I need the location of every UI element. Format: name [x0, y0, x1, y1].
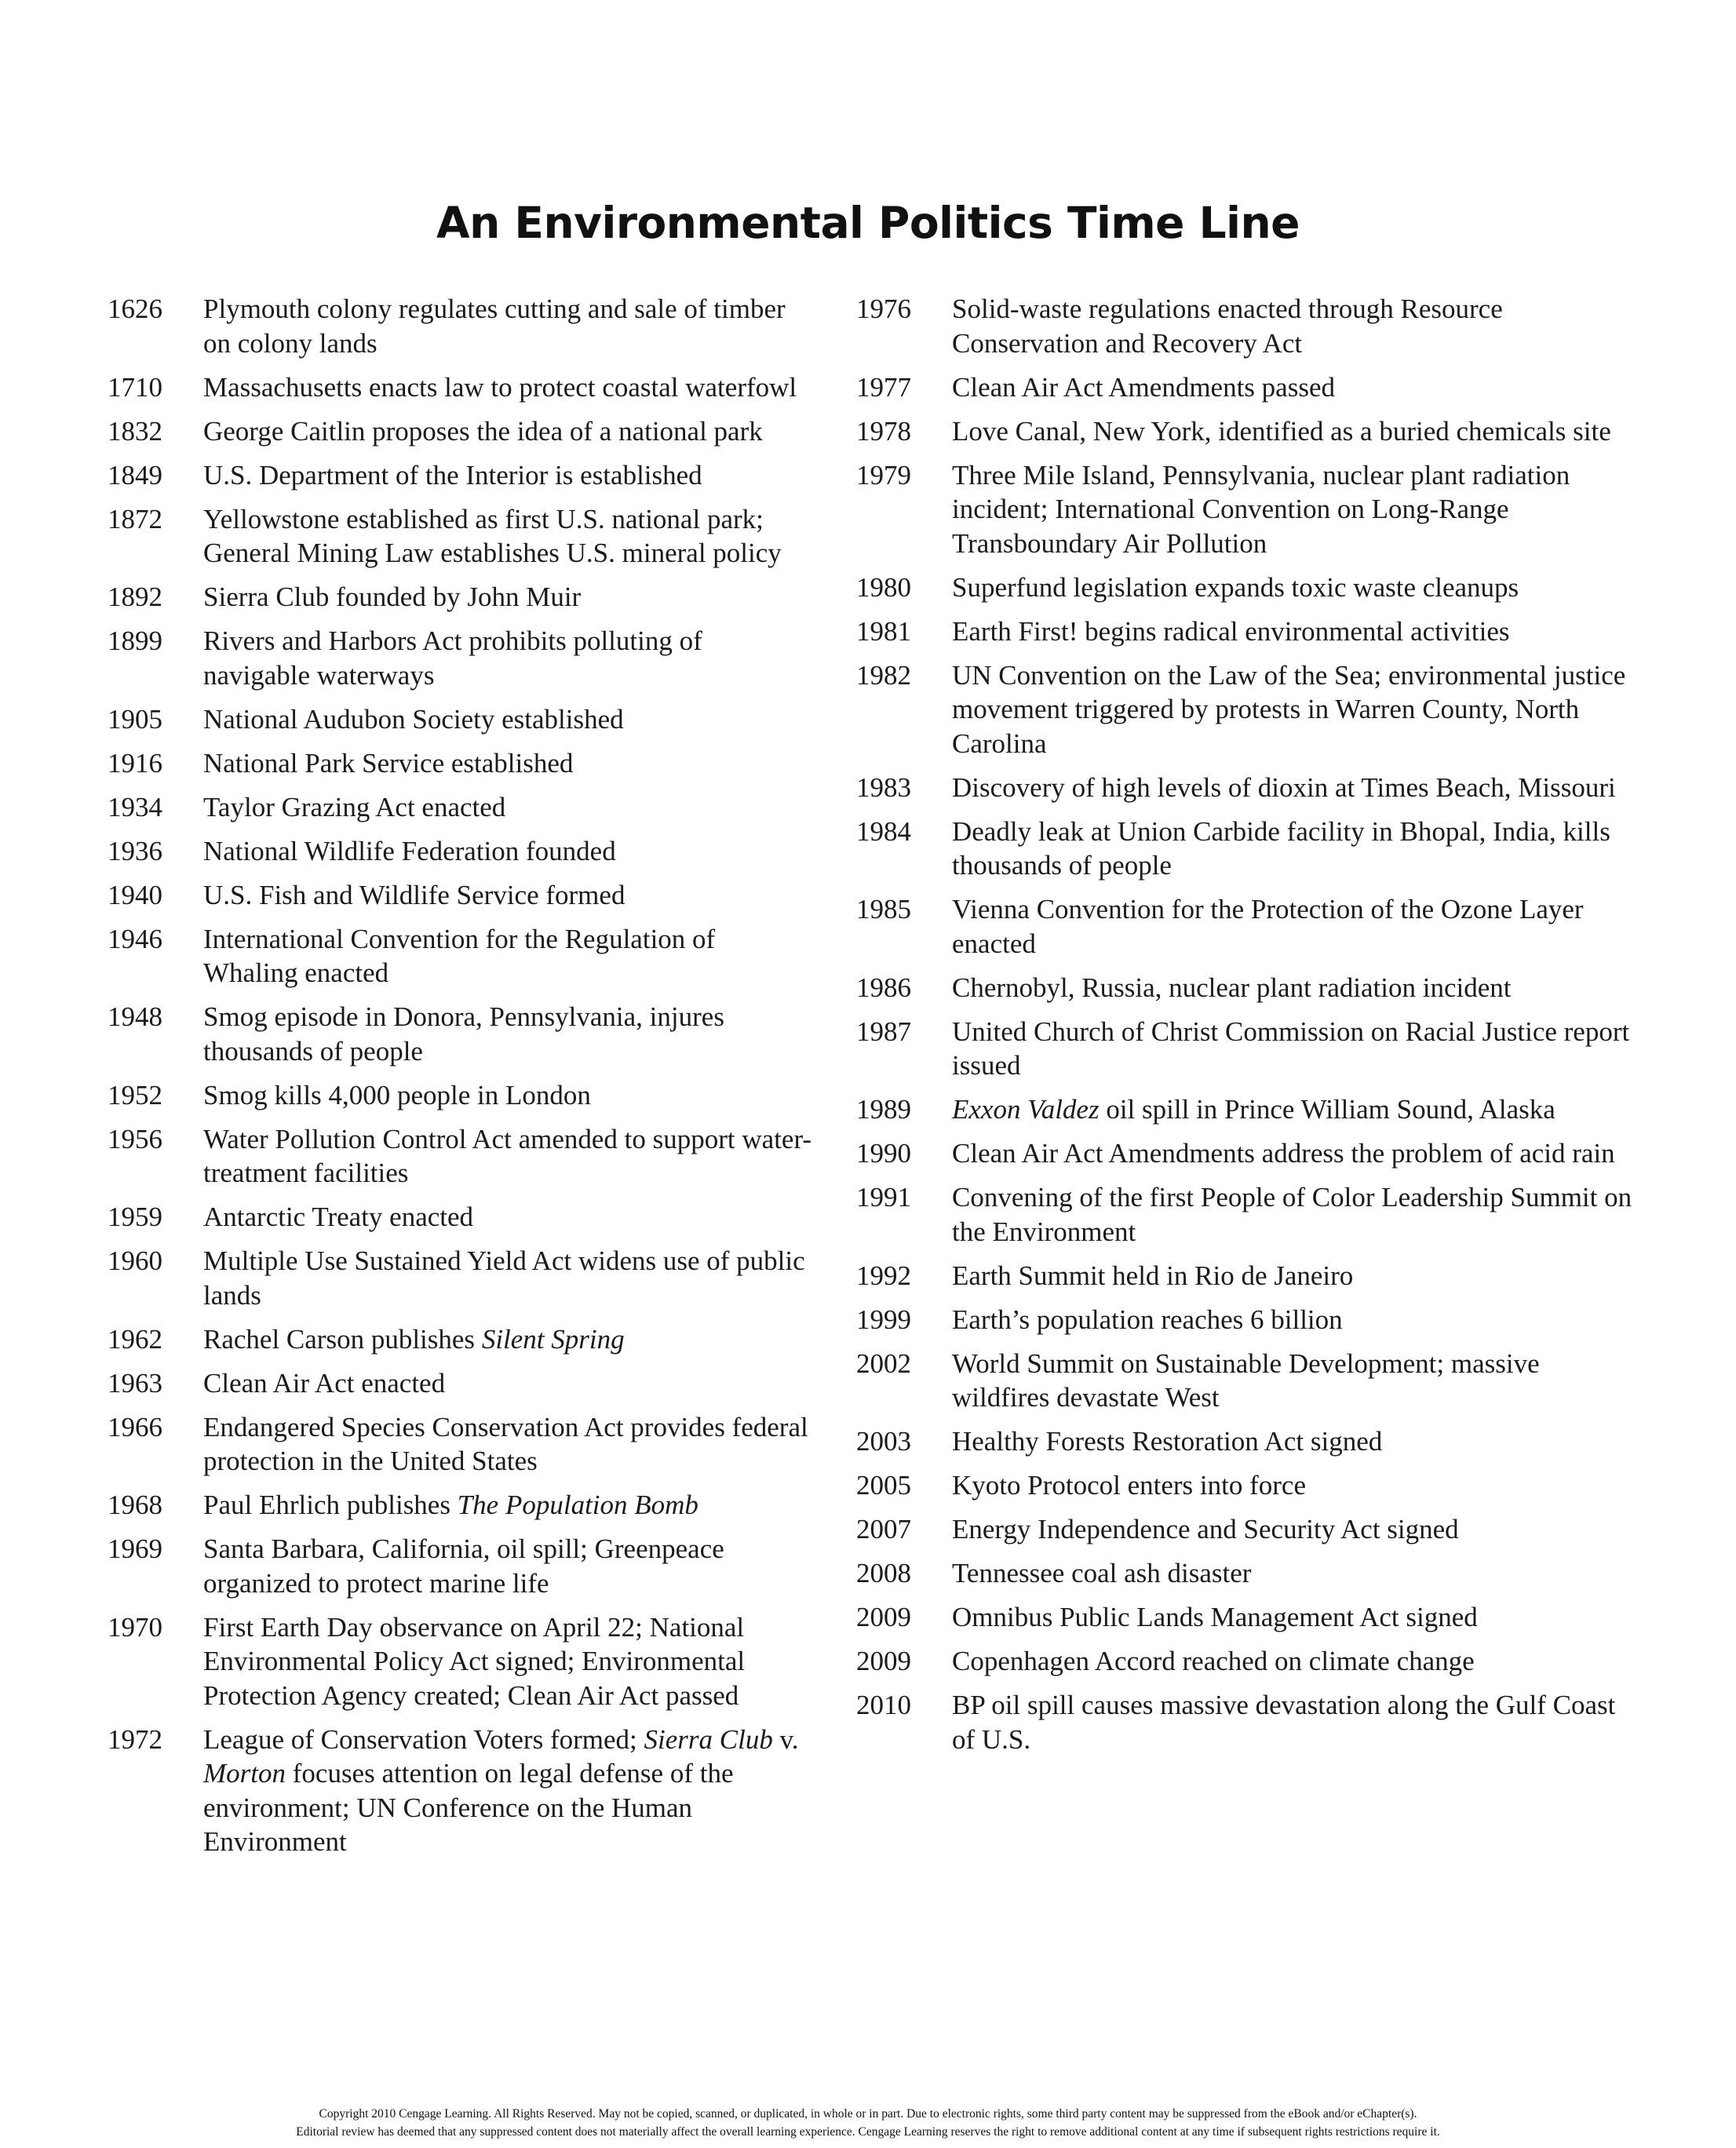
entry-year: 1849 — [108, 459, 162, 491]
timeline-entry — [108, 1532, 814, 1600]
entry-text: Healthy Forests Restoration Act signed — [952, 1426, 1383, 1457]
entry-text: National Wildlife Federation founded — [203, 835, 616, 866]
entry-text-plain: League of Conservation Voters formed; — [203, 1723, 637, 1755]
timeline-entry — [108, 834, 814, 869]
timeline-entry — [108, 790, 814, 825]
timeline-entry — [856, 292, 1641, 360]
entry-year: 1960 — [108, 1245, 162, 1276]
entry-text: Antarctic Treaty enacted — [203, 1202, 474, 1232]
timeline-entry — [108, 702, 814, 737]
timeline-entry — [108, 414, 814, 449]
entry-text: Kyoto Protocol enters into force — [952, 1470, 1307, 1501]
entry-text: Earth’s population reaches 6 billion — [952, 1304, 1343, 1335]
entry-year: 1959 — [108, 1202, 162, 1232]
entry-text: Solid-waste regulations enacted through Resource Conservation and Recovery Act — [952, 294, 1503, 359]
editorial-notice: Editorial review has deemed that any suppressed content does not materially affect the overall learning experience. Cengage Learning reserves the right to remove additional content at any time if subsequent rights restrictions require it. — [296, 2125, 1440, 2139]
timeline-entry — [856, 971, 1641, 1005]
entry-text: Clean Air Act enacted — [203, 1367, 446, 1399]
timeline-entry — [108, 878, 814, 913]
entry-year: 2009 — [856, 1602, 911, 1632]
entry-year: 1832 — [108, 415, 162, 447]
entry-year: 1981 — [856, 615, 911, 647]
timeline-entry — [856, 771, 1641, 805]
entry-text: Santa Barbara, California, oil spill; Greenpeace organized to protect marine life — [203, 1534, 724, 1599]
timeline-entry — [108, 458, 814, 493]
entry-text: Plymouth colony regulates cutting and sale of timber on colony lands — [203, 294, 786, 359]
entry-text — [203, 1322, 814, 1357]
timeline-entry — [856, 1303, 1641, 1337]
entry-year: 1956 — [108, 1123, 162, 1154]
entry-text — [203, 1488, 814, 1523]
entry-text: Endangered Species Conservation Act provides federal protection in the United States — [203, 1411, 808, 1476]
entry-text: Superfund legislation expands toxic waste cleanups — [952, 571, 1519, 603]
entry-text: Three Mile Island, Pennsylvania, nuclear plant radiation incident; International Convention on Long-Range Transboundary Air Pollution — [952, 459, 1570, 559]
entry-text — [952, 1092, 1641, 1127]
entry-year: 1979 — [856, 459, 911, 491]
book-title: The Population Bomb — [457, 1490, 698, 1520]
entry-text: Tennessee coal ash disaster — [952, 1558, 1252, 1588]
entry-text: Taylor Grazing Act enacted — [203, 791, 506, 822]
timeline-entry — [856, 1259, 1641, 1293]
entry-text-plain: Paul Ehrlich publishes — [203, 1490, 450, 1520]
entry-text-plain: oil spill in Prince William Sound, Alaska — [1106, 1094, 1555, 1125]
entry-text: Deadly leak at Union Carbide facility in Bhopal, India, kills thousands of people — [952, 815, 1610, 881]
timeline-entry — [108, 1000, 814, 1068]
timeline-right-column — [856, 292, 1641, 1767]
entry-year: 1978 — [856, 415, 911, 447]
entry-text: International Convention for the Regulation of Whaling enacted — [203, 923, 716, 988]
entry-text: Water Pollution Control Act amended to support water-treatment facilities — [203, 1123, 812, 1188]
timeline-entry — [108, 624, 814, 692]
timeline-entry — [108, 746, 814, 781]
timeline-entry — [108, 370, 814, 405]
entry-year: 1940 — [108, 879, 162, 910]
entry-year: 1980 — [856, 571, 911, 603]
entry-year: 1963 — [108, 1367, 162, 1399]
entry-text: Smog kills 4,000 people in London — [203, 1079, 591, 1110]
entry-text: National Audubon Society established — [203, 703, 624, 735]
entry-text: Love Canal, New York, identified as a buried chemicals site — [952, 415, 1611, 447]
entry-text: Multiple Use Sustained Yield Act widens use of public lands — [203, 1245, 805, 1311]
entry-text: Yellowstone established as first U.S. national park; General Mining Law establishes U.S. mineral policy — [203, 503, 782, 568]
entry-text: Convening of the first People of Color Leadership Summit on the Environment — [952, 1182, 1632, 1247]
entry-year: 1984 — [856, 815, 911, 847]
entry-year: 1992 — [856, 1260, 911, 1291]
timeline-entry — [856, 1556, 1641, 1591]
entry-year: 1710 — [108, 371, 162, 403]
entry-text-plain: Rachel Carson publishes — [203, 1323, 476, 1355]
ship-name: Exxon Valdez — [952, 1094, 1100, 1125]
case-name-part: Morton — [203, 1758, 286, 1789]
entry-text: Discovery of high levels of dioxin at Times Beach, Missouri — [952, 771, 1616, 803]
entry-year: 2008 — [856, 1558, 911, 1588]
entry-year: 1969 — [108, 1534, 162, 1564]
entry-text: Massachusetts enacts law to protect coastal waterfowl — [203, 371, 797, 403]
entry-year: 1999 — [856, 1304, 911, 1335]
entry-text: Omnibus Public Lands Management Act signed — [952, 1602, 1478, 1632]
entry-year: 1948 — [108, 1001, 162, 1032]
entry-text: United Church of Christ Commission on Racial Justice report issued — [952, 1016, 1630, 1081]
timeline-entry — [856, 458, 1641, 561]
entry-year: 1916 — [108, 747, 162, 779]
timeline-entry — [108, 1488, 814, 1523]
entry-text: First Earth Day observance on April 22; National Environmental Policy Act signed; Environmental Protection Agency created; Clean Air Act passed — [203, 1611, 746, 1711]
entry-text: Energy Independence and Security Act signed — [952, 1514, 1459, 1544]
timeline-entry — [108, 1322, 814, 1357]
entry-text: Earth Summit held in Rio de Janeiro — [952, 1260, 1354, 1291]
case-name-part: Sierra Club — [644, 1723, 773, 1755]
entry-text: Sierra Club founded by John Muir — [203, 582, 582, 612]
entry-year: 1872 — [108, 503, 162, 534]
entry-text-plain: focuses attention on legal defense of the environment; UN Conference on the Human Environment — [203, 1758, 734, 1857]
entry-year: 2002 — [856, 1348, 911, 1379]
timeline-entry — [108, 580, 814, 614]
entry-year: 1962 — [108, 1323, 162, 1355]
entry-text: George Caitlin proposes the idea of a national park — [203, 415, 763, 447]
timeline-entry — [856, 1600, 1641, 1635]
entry-year: 2010 — [856, 1690, 911, 1720]
entry-year: 1934 — [108, 791, 162, 822]
entry-year: 1986 — [856, 972, 911, 1003]
timeline-entry — [856, 1347, 1641, 1415]
entry-year: 1952 — [108, 1079, 162, 1110]
entry-year: 1983 — [856, 771, 911, 803]
timeline-entry — [856, 1512, 1641, 1547]
entry-year: 2007 — [856, 1514, 911, 1544]
book-title: Silent Spring — [481, 1323, 625, 1355]
timeline-entry — [108, 1200, 814, 1234]
timeline-entry — [856, 370, 1641, 405]
page-title: An Environmental Politics Time Line — [436, 198, 1300, 248]
entry-year: 1905 — [108, 703, 162, 735]
timeline-entry — [856, 571, 1641, 605]
timeline-entry — [856, 1092, 1641, 1127]
entry-year: 1626 — [108, 294, 162, 324]
entry-text: BP oil spill causes massive devastation along the Gulf Coast of U.S. — [952, 1690, 1616, 1755]
timeline-entry — [108, 1078, 814, 1113]
timeline-entry — [108, 1244, 814, 1312]
entry-year: 1970 — [108, 1611, 162, 1643]
timeline-left-column — [108, 292, 814, 1869]
timeline-entry — [856, 658, 1641, 761]
timeline-entry — [108, 292, 814, 360]
entry-year: 1972 — [108, 1723, 162, 1755]
timeline-entry — [856, 1180, 1641, 1249]
timeline-entry — [108, 1410, 814, 1479]
entry-year: 1968 — [108, 1490, 162, 1520]
entry-year: 1990 — [856, 1138, 911, 1169]
entry-text: World Summit on Sustainable Development; massive wildfires devastate West — [952, 1348, 1540, 1413]
entry-year: 1985 — [856, 894, 911, 924]
entry-year: 2005 — [856, 1470, 911, 1501]
entry-text: Rivers and Harbors Act prohibits polluting of navigable waterways — [203, 625, 702, 691]
entry-text: Vienna Convention for the Protection of the Ozone Layer enacted — [952, 894, 1584, 959]
timeline-entry — [108, 1366, 814, 1401]
entry-text: Copenhagen Accord reached on climate change — [952, 1646, 1475, 1676]
timeline-entry — [108, 502, 814, 571]
entry-text: UN Convention on the Law of the Sea; environmental justice movement triggered by protests in Warren County, North Carolina — [952, 659, 1626, 759]
timeline-entry — [856, 1644, 1641, 1679]
timeline-entry — [856, 1468, 1641, 1503]
timeline-entry — [856, 1424, 1641, 1459]
timeline-entry — [856, 414, 1641, 449]
timeline-entry — [108, 1122, 814, 1191]
timeline-entry — [856, 892, 1641, 961]
timeline-entry — [856, 1015, 1641, 1083]
entry-year: 1982 — [856, 659, 911, 691]
timeline-entry — [108, 922, 814, 990]
entry-year: 1966 — [108, 1411, 162, 1442]
entry-text: Clean Air Act Amendments passed — [952, 371, 1335, 403]
entry-year: 1991 — [856, 1182, 911, 1213]
entry-year: 1976 — [856, 294, 911, 324]
timeline-entry — [108, 1723, 814, 1859]
entry-year: 1892 — [108, 582, 162, 612]
timeline-entry — [856, 815, 1641, 883]
entry-text: U.S. Department of the Interior is established — [203, 459, 702, 491]
timeline-entry — [856, 614, 1641, 649]
timeline-entry — [856, 1688, 1641, 1756]
timeline-entry — [856, 1136, 1641, 1171]
entry-text-plain: v. — [779, 1723, 799, 1755]
entry-year: 2009 — [856, 1646, 911, 1676]
entry-text: Clean Air Act Amendments address the problem of acid rain — [952, 1138, 1615, 1169]
entry-year: 1977 — [856, 371, 911, 403]
entry-year: 1987 — [856, 1016, 911, 1047]
entry-year: 1989 — [856, 1094, 911, 1125]
entry-text: National Park Service established — [203, 747, 574, 779]
entry-year: 1946 — [108, 923, 162, 954]
entry-text — [203, 1723, 814, 1859]
entry-year: 1936 — [108, 835, 162, 866]
timeline-entry — [108, 1610, 814, 1713]
entry-text: Chernobyl, Russia, nuclear plant radiation incident — [952, 972, 1512, 1003]
entry-text: Earth First! begins radical environmental activities — [952, 615, 1510, 647]
entry-text: U.S. Fish and Wildlife Service formed — [203, 879, 625, 910]
entry-text: Smog episode in Donora, Pennsylvania, injures thousands of people — [203, 1001, 724, 1067]
entry-year: 1899 — [108, 625, 162, 656]
entry-year: 2003 — [856, 1426, 911, 1457]
copyright-notice: Copyright 2010 Cengage Learning. All Rights Reserved. May not be copied, scanned, or duplicated, in whole or in part. Due to electronic rights, some third party content may be suppressed from the eBook and/or eChapter(s). — [319, 2107, 1417, 2121]
